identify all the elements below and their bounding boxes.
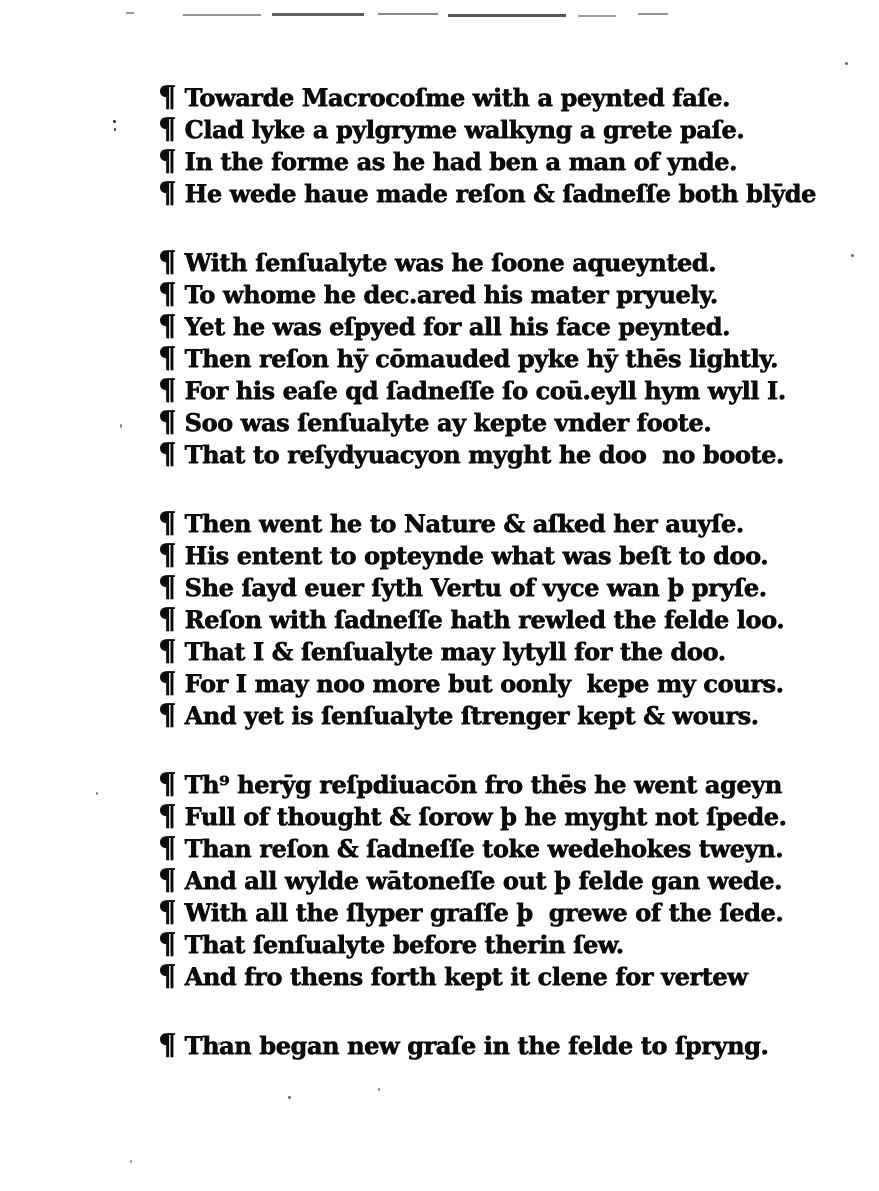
poem-line <box>158 245 863 277</box>
pilcrow-mark: ¶ <box>158 798 176 833</box>
scan-noise-segment <box>578 15 616 17</box>
poem-line <box>158 959 863 991</box>
poem-line-text: Than began new graſe in the felde to ſpryng. <box>184 1031 769 1060</box>
poem-line <box>158 405 863 437</box>
poem-line-text: Yet he was eſpyed for all his face peynted. <box>184 312 730 341</box>
pilcrow-mark: ¶ <box>158 926 176 961</box>
poem-line <box>158 373 863 405</box>
scan-speck <box>130 1160 132 1163</box>
poem-line-text: Than reſon & ſadneſſe toke wedehokes tweyn. <box>184 834 783 863</box>
poem-line-text: Clad lyke a pylgryme walkyng a grete paſe. <box>184 115 745 144</box>
poem-line <box>158 341 863 373</box>
poem-line-text: Then went he to Nature & aſked her auyſe. <box>184 509 744 538</box>
poem-line-text: Then reſon hȳ cōmauded pyke hȳ thēs lightly. <box>184 344 778 373</box>
pilcrow-mark: ¶ <box>158 244 176 279</box>
poem-line-text: Towarde Macrocoſme with a peynted faſe. <box>184 83 730 112</box>
scan-speck <box>113 120 116 123</box>
poem-line-text: That I & ſenſualyte may lytyll for the doo. <box>184 637 726 666</box>
pilcrow-mark: ¶ <box>158 830 176 865</box>
poem-line-text: That to reſydyuacyon myght he doo no boote. <box>184 440 784 469</box>
pilcrow-mark: ¶ <box>158 697 176 732</box>
pilcrow-mark: ¶ <box>158 569 176 604</box>
pilcrow-mark: ¶ <box>158 862 176 897</box>
scan-noise-segment <box>126 12 134 14</box>
stanza <box>158 80 863 208</box>
pilcrow-mark: ¶ <box>158 537 176 572</box>
pilcrow-mark: ¶ <box>158 308 176 343</box>
poem-line-text: To whome he dec.ared his mater pryuely. <box>184 280 718 309</box>
poem-line-text: In the forme as he had ben a man of ynde. <box>184 147 737 176</box>
pilcrow-mark: ¶ <box>158 340 176 375</box>
pilcrow-mark: ¶ <box>158 601 176 636</box>
pilcrow-mark: ¶ <box>158 1027 176 1062</box>
scan-speck <box>845 62 848 65</box>
poem-line-text: And all wylde wātoneſſe out þ felde gan wede. <box>184 866 782 895</box>
scan-speck <box>114 128 116 131</box>
poem-line <box>158 927 863 959</box>
pilcrow-mark: ¶ <box>158 894 176 929</box>
poem-line-text: For his eaſe qd ſadneſſe ſo coū.eyll hym wyll I. <box>184 376 786 405</box>
pilcrow-mark: ¶ <box>158 276 176 311</box>
poem-line-text: With all the ſlyper graſſe þ grewe of the ſede. <box>184 898 784 927</box>
pilcrow-mark: ¶ <box>158 665 176 700</box>
poem-line <box>158 831 863 863</box>
scan-speck <box>96 792 98 795</box>
poem-line-text: Full of thought & ſorow þ he myght not ſpede. <box>184 802 787 831</box>
scan-noise-segment <box>448 14 566 17</box>
poem-line <box>158 144 863 176</box>
poem-line <box>158 799 863 831</box>
poem-line-text: His entent to opteynde what was beſt to doo. <box>184 541 769 570</box>
poem-line <box>158 895 863 927</box>
pilcrow-mark: ¶ <box>158 143 176 178</box>
stanza <box>158 767 863 991</box>
poem-line-text: Th⁹ herȳg reſpdiuacōn fro thēs he went ageyn <box>184 770 782 799</box>
poem-line-text: Reſon with ſadneſſe hath rewled the felde loo. <box>184 605 785 634</box>
poem-line-text: Soo was ſenſualyte ay kepte vnder foote. <box>184 408 712 437</box>
scan-speck <box>120 424 122 428</box>
poem-line-text: That ſenſualyte before therin ſew. <box>184 930 624 959</box>
pilcrow-mark: ¶ <box>158 505 176 540</box>
poem-line <box>158 506 863 538</box>
poem-line <box>158 570 863 602</box>
pilcrow-mark: ¶ <box>158 111 176 146</box>
pilcrow-mark: ¶ <box>158 766 176 801</box>
poem-line <box>158 634 863 666</box>
poem-line <box>158 309 863 341</box>
scan-noise-segment <box>638 13 668 15</box>
poem-line-text: She ſayd euer ſyth Vertu of vyce wan þ pryſe. <box>184 573 767 602</box>
poem-line <box>158 602 863 634</box>
pilcrow-mark: ¶ <box>158 175 176 210</box>
stanza <box>158 1028 863 1060</box>
poem-line-text: He wede haue made reſon & ſadneſſe both blȳde <box>184 179 816 208</box>
poem-line-text: And fro thens forth kept it clene for vertew <box>184 962 748 991</box>
poem-line <box>158 863 863 895</box>
poem-line <box>158 437 863 469</box>
poem-line <box>158 277 863 309</box>
poem-line <box>158 1028 863 1060</box>
stanza <box>158 245 863 469</box>
poem <box>158 80 863 1097</box>
pilcrow-mark: ¶ <box>158 404 176 439</box>
pilcrow-mark: ¶ <box>158 633 176 668</box>
pilcrow-mark: ¶ <box>158 958 176 993</box>
scan-noise-segment <box>378 13 438 15</box>
poem-line <box>158 698 863 730</box>
poem-line <box>158 767 863 799</box>
poem-line-text: And yet is ſenſualyte ſtrenger kept & wours. <box>184 701 759 730</box>
poem-line <box>158 538 863 570</box>
poem-line <box>158 112 863 144</box>
pilcrow-mark: ¶ <box>158 372 176 407</box>
poem-line-text: With ſenſualyte was he ſoone aqueynted. <box>184 248 717 277</box>
poem-line <box>158 80 863 112</box>
poem-line <box>158 176 863 208</box>
poem-line <box>158 666 863 698</box>
scan-noise-segment <box>272 13 364 16</box>
poem-line-text: For I may noo more but oonly kepe my cours. <box>184 669 784 698</box>
scan-noise-segment <box>183 14 261 16</box>
pilcrow-mark: ¶ <box>158 79 176 114</box>
stanza <box>158 506 863 730</box>
pilcrow-mark: ¶ <box>158 436 176 471</box>
